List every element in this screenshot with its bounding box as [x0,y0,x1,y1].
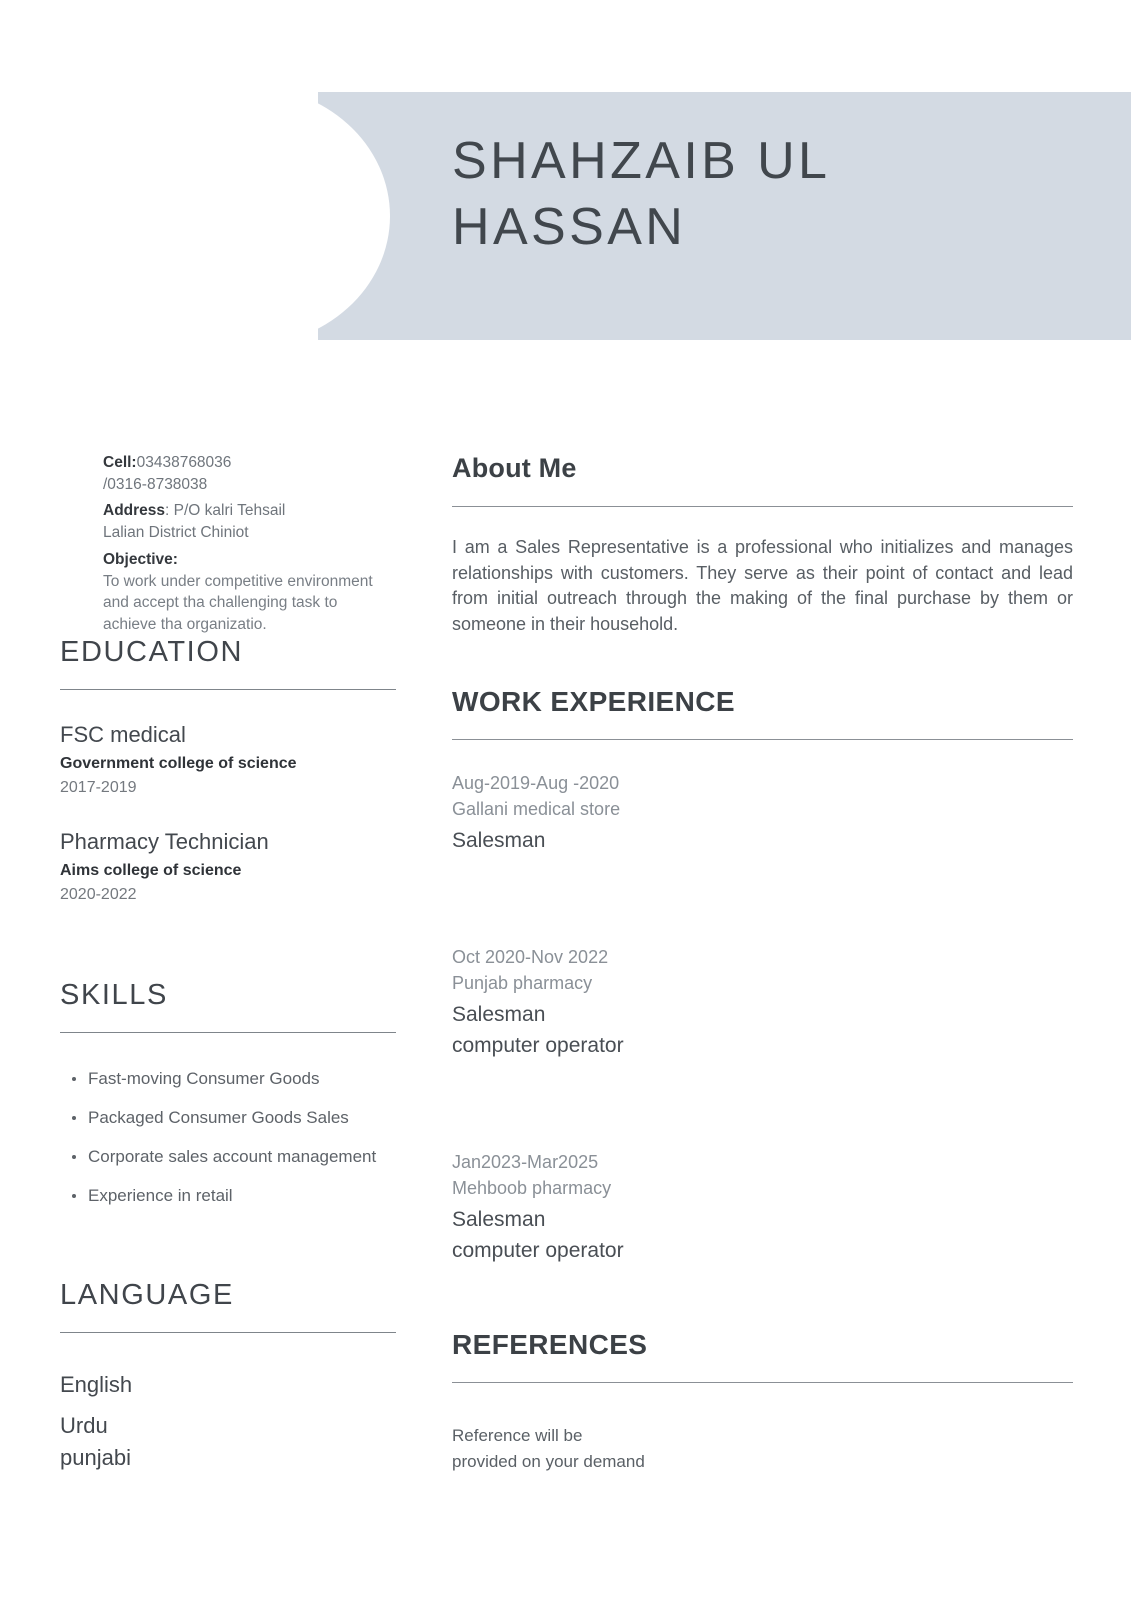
work-experience-heading: WORK EXPERIENCE [452,686,735,717]
work-experience-divider [452,739,1073,740]
list-item: Experience in retail [88,1176,396,1215]
work-company: Mehboob pharmacy [452,1178,612,1198]
contact-address-line2: Lalian District Chiniot [103,523,249,541]
work-role-secondary: computer operator [452,1239,624,1262]
list-item: Fast-moving Consumer Goods [88,1059,396,1098]
spacer [60,906,396,978]
left-column [60,452,396,1474]
cell-value: 03438768036 [136,454,232,471]
skills-divider [60,1032,396,1033]
language-divider [60,1332,396,1333]
spacer [60,1215,396,1278]
education-school: Government college of science [60,755,297,772]
education-divider [60,689,396,690]
education-entry [60,721,396,799]
list-item: English [60,1372,133,1397]
list-item: Packaged Consumer Goods Sales [88,1098,396,1137]
cell-label: Cell: [103,454,137,471]
spacer [452,1266,1073,1328]
work-entry [452,944,1073,1061]
about-me-text: I am a Sales Representative is a professional who initializes and manages relationships with customers. They serve as their point of contact and lead from initial outreach through the making of the final purchase by them or someone in their household. [452,537,1073,634]
work-dates: Jan2023-Mar2025 [452,1152,599,1172]
references-text: Reference will be provided on your demand [452,1426,645,1471]
objective-block [103,549,393,635]
work-role-secondary: computer operator [452,1034,624,1057]
work-role: Salesman [452,1003,546,1026]
list-item: punjabi [60,1445,131,1470]
work-company: Punjab pharmacy [452,973,593,993]
work-dates: Aug-2019-Aug -2020 [452,773,620,793]
contact-cell-line [103,452,393,474]
education-heading: EDUCATION [60,636,244,668]
work-dates: Oct 2020-Nov 2022 [452,947,609,967]
contact-address-line [103,500,393,522]
about-me-divider [452,506,1073,507]
banner-curve-shape [318,92,390,340]
work-role: Salesman [452,829,546,852]
education-degree: FSC medical [60,722,186,747]
objective-label: Objective: [103,551,178,568]
objective-text: To work under competitive environment and accept tha challenging task to achieve tha organizatio. [103,572,373,633]
language-list [60,1359,396,1474]
work-entry [452,770,1073,856]
about-me-heading: About Me [452,453,577,483]
education-years: 2020-2022 [60,886,137,903]
contact-cell-second: /0316-8738038 [103,475,208,493]
list-item: Corporate sales account management [88,1137,396,1176]
education-school: Aims college of science [60,862,242,879]
contact-block [103,452,393,635]
right-column [452,452,1073,1492]
work-entry [452,1149,1073,1266]
education-degree: Pharmacy Technician [60,829,269,854]
references-divider [452,1382,1073,1383]
work-role: Salesman [452,1208,546,1231]
address-value: : P/O kalri Tehsail [165,502,286,519]
list-item: Urdu [60,1413,108,1438]
candidate-name: SHAHZAIB UL HASSAN [452,132,829,256]
references-heading: REFERENCES [452,1329,648,1360]
education-years: 2017-2019 [60,779,137,796]
language-heading: LANGUAGE [60,1279,234,1311]
skills-heading: SKILLS [60,979,168,1011]
address-label: Address [103,502,166,519]
skills-list [60,1059,396,1215]
spacer [452,655,1073,685]
education-entry [60,828,396,906]
work-company: Gallani medical store [452,799,621,819]
